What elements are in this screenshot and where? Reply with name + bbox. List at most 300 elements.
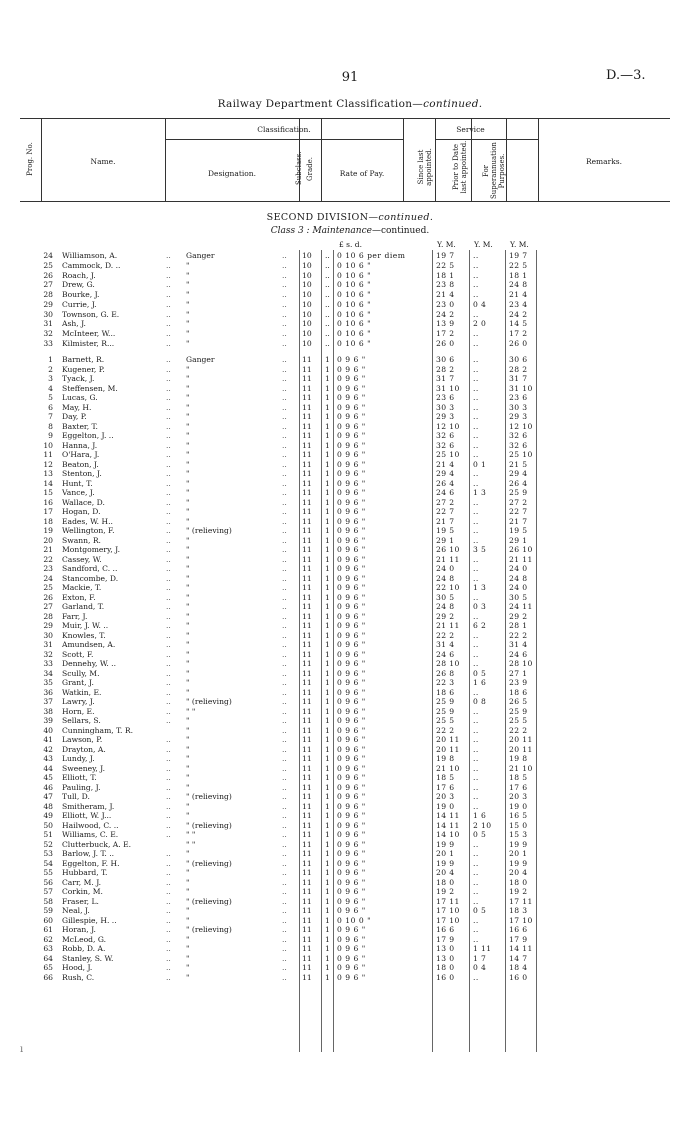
cell-d2: .. [282,431,287,440]
cell-d1: .. [166,280,171,290]
cell-d2: .. [282,811,287,820]
cell-desig: " (relieving) [186,896,232,906]
cell-grade: 1 [325,782,330,792]
cell-desig: " [186,374,190,383]
cell-no: 31 [43,640,53,649]
cell-super: 31 10 [509,383,533,393]
cell-rate: 0 9 6 " [337,849,366,858]
table-row [0,783,700,793]
cell-sub: 11 [302,953,312,963]
cell-no: 17 [43,507,53,516]
cell-grade: 1 [325,915,330,925]
cell-name: Kugener, P. [62,364,105,374]
cell-grade: 1 [325,393,330,402]
cell-super: 12 10 [509,421,533,431]
cell-super: 14 7 [509,953,528,963]
cell-d1: .. [166,393,171,402]
cell-since: 26 8 [436,668,455,678]
cell-since: 29 4 [436,469,455,478]
table-row [0,859,700,869]
cell-desig: " [186,944,190,953]
table-row [0,545,700,555]
cell-prior: .. [473,497,479,507]
document-reference: D.—3. [606,68,646,83]
cell-desig: " [186,459,190,469]
cell-d1: .. [166,877,171,887]
cell-name: Knowles, T. [62,630,106,640]
cell-rate: 0 9 6 " [337,934,366,944]
cell-prior: .. [473,564,479,573]
cell-sub: 10 [302,290,312,299]
table-row [0,821,700,831]
cell-super: 24 0 [509,583,528,592]
cell-rate: 0 10 6 " [337,309,372,319]
cell-d2: .. [282,469,287,478]
cell-since: 25 5 [436,716,455,725]
cell-since: 19 2 [436,887,455,896]
cell-no: 41 [43,735,53,744]
cell-desig: " [186,640,190,649]
cell-d2: .. [282,944,287,953]
cell-prior: 0 4 [473,299,487,309]
cell-since: 29 3 [436,412,455,421]
cell-d1: .. [166,412,171,421]
cell-grade: 1 [325,564,330,573]
cell-name: Wallace, D. [62,497,105,507]
cell-no: 44 [43,763,53,773]
cell-d2: .. [282,488,287,497]
cell-d1: .. [166,830,171,839]
cell-super: 27 2 [509,497,528,507]
cell-prior: .. [473,478,479,488]
cell-name: McLeod, G. [62,934,107,944]
cell-no: 57 [43,887,53,896]
cell-name: Stenton, J. [62,469,102,478]
cell-prior: .. [473,364,479,374]
table-row [0,329,700,339]
cell-grade: 1 [325,972,330,982]
cell-name: Lundy, J. [62,754,95,763]
cell-desig: " [186,687,190,697]
table-row [0,659,700,669]
cell-sub: 11 [302,602,312,611]
cell-prior: .. [473,706,479,716]
cell-prior: .. [473,858,479,868]
cell-d2: .. [282,459,287,469]
cell-super: 16 6 [509,925,528,934]
cell-no: 28 [43,611,53,621]
table-row [0,280,700,290]
cell-since: 26 4 [436,478,455,488]
cell-no: 2 [48,364,53,374]
cell-no: 47 [43,792,53,801]
cell-sub: 11 [302,592,312,602]
table-row [0,650,700,660]
cell-no: 19 [43,526,53,535]
cell-prior: .. [473,440,479,450]
cell-rate: 0 10 0 " [337,915,372,925]
cell-grade: 1 [325,858,330,868]
cell-rate: 0 9 6 " [337,507,366,516]
cell-d2: .. [282,697,287,706]
cell-grade: 1 [325,355,330,364]
cell-d1: .. [166,355,171,364]
cell-d1: .. [166,319,171,329]
table-row [0,792,700,802]
cell-sub: 11 [302,459,312,469]
table-row [0,773,700,783]
cell-sub: 10 [302,338,312,348]
division-continued: continued. [378,212,434,223]
table-row [0,261,700,271]
cell-grade: 1 [325,374,330,383]
cell-d1: .. [166,972,171,982]
table-row [0,887,700,897]
cell-grade: .. [325,270,330,280]
cell-d2: .. [282,564,287,573]
cell-rate: 0 10 6 " [337,290,372,299]
cell-sub: 11 [302,801,312,811]
cell-d2: .. [282,545,287,554]
cell-sub: 11 [302,754,312,763]
cell-d2: .. [282,602,287,611]
table-row [0,450,700,460]
cell-rate: 0 9 6 " [337,754,366,763]
header-prog-no: Prog. No. [26,142,34,176]
cell-grade: 1 [325,383,330,393]
table-row [0,583,700,593]
cell-d1: .. [166,364,171,374]
cell-desig: " [186,725,190,735]
table-row [0,840,700,850]
cell-grade: 1 [325,412,330,421]
cell-grade: .. [325,338,330,348]
cell-name: Eades, W. H.. [62,516,113,526]
cell-desig: " [186,564,190,573]
division-name: SECOND DIVISION— [266,212,379,223]
cell-since: 19 8 [436,754,455,763]
cell-name: Scott, F. [62,649,94,659]
cell-d1: .. [166,592,171,602]
cell-no: 12 [43,459,53,469]
cell-sub: 11 [302,516,312,526]
cell-since: 24 2 [436,309,455,319]
cell-rate: 0 9 6 " [337,459,366,469]
cell-desig: " [186,744,190,754]
cell-grade: 1 [325,421,330,431]
cell-prior: .. [473,280,479,290]
cell-sub: 11 [302,440,312,450]
cell-d1: .. [166,507,171,516]
cell-no: 29 [43,621,53,630]
table-row [0,973,700,983]
cell-name: Steffensen, M. [62,383,118,393]
cell-d2: .. [282,260,287,270]
cell-no: 3 [48,374,53,383]
cell-name: Gillespie, H. .. [62,915,117,925]
cell-d1: .. [166,640,171,649]
cell-since: 22 5 [436,260,455,270]
cell-d1: .. [166,478,171,488]
cell-desig: " (relieving) [186,820,232,830]
cell-prior: 2 10 [473,820,492,830]
cell-d2: .. [282,393,287,402]
cell-sub: 11 [302,659,312,668]
cell-no: 43 [43,754,53,763]
cell-prior: .. [473,402,479,412]
cell-since: 21 10 [436,763,460,773]
cell-name: Stanley, S. W. [62,953,114,963]
header-prior-to-date: Prior to Date last appointed. [452,140,468,194]
cell-sub: 11 [302,630,312,640]
cell-name: McInteer, W... [62,329,116,338]
cell-name: Mackie, T. [62,583,102,592]
cell-since: 32 6 [436,440,455,450]
cell-d1: .. [166,763,171,773]
cell-super: 17 11 [509,896,533,906]
page-number: 91 [341,70,359,85]
cell-sub: 11 [302,963,312,972]
cell-since: 18 5 [436,773,455,782]
cell-rate: 0 9 6 " [337,602,366,611]
cell-since: 24 8 [436,602,455,611]
cell-prior: .. [473,374,479,383]
cell-rate: 0 9 6 " [337,383,366,393]
table-row [0,602,700,612]
header-service: Service [456,125,485,134]
cell-sub: 10 [302,251,312,260]
class-continued: —continued. [371,226,430,236]
cell-super: 16 5 [509,811,528,820]
cell-desig: " [186,535,190,545]
cell-prior: .. [473,687,479,697]
cell-sub: 11 [302,839,312,849]
cell-no: 30 [43,630,53,640]
cell-super: 19 8 [509,754,528,763]
cell-since: 19 9 [436,858,455,868]
since-units: Y. M. [437,240,456,249]
class-label: Class 3 : [270,226,313,236]
cell-super: 20 11 [509,744,533,754]
cell-prior: .. [473,592,479,602]
cell-no: 54 [43,858,53,868]
cell-prior: .. [473,763,479,773]
cell-since: 22 2 [436,725,455,735]
cell-name: Cammock, D. .. [62,260,121,270]
cell-super: 31 4 [509,640,528,649]
table-row [0,669,700,679]
cell-desig: " [186,887,190,896]
cell-since: 25 9 [436,706,455,716]
cell-prior: .. [473,782,479,792]
cell-prior: .. [473,355,479,364]
cell-name: Eggelton, J. .. [62,431,114,440]
cell-grade: 1 [325,754,330,763]
cell-since: 22 10 [436,583,460,592]
cell-desig: " [186,716,190,725]
cell-desig: " [186,573,190,583]
cell-desig: " [186,516,190,526]
cell-desig: " [186,402,190,412]
header-designation: Designation. [208,169,256,178]
cell-no: 27 [43,280,53,290]
cell-no: 65 [43,963,53,972]
cell-rate: 0 9 6 " [337,649,366,659]
cell-no: 25 [43,260,53,270]
cell-d1: .. [166,450,171,459]
cell-name: Hunt, T. [62,478,93,488]
table-row [0,422,700,432]
cell-since: 18 6 [436,687,455,697]
cell-name: Townson, G. E. [62,309,120,319]
table-row [0,678,700,688]
cell-prior: 0 5 [473,668,487,678]
cell-rate: 0 9 6 " [337,773,366,782]
cell-desig: " (relieving) [186,858,232,868]
cell-name: Currie, J. [62,299,97,309]
cell-no: 48 [43,801,53,811]
cell-name: Clutterbuck, A. E. [62,839,132,849]
cell-prior: .. [473,773,479,782]
cell-grade: 1 [325,963,330,972]
cell-sub: 11 [302,877,312,887]
cell-super: 18 0 [509,877,528,887]
cell-d2: .. [282,497,287,507]
cell-name: Vance, J. [62,488,95,497]
cell-rate: 0 10 6 " [337,299,372,309]
cell-desig: " [186,299,190,309]
cell-super: 15 0 [509,820,528,830]
cell-sub: 11 [302,469,312,478]
cell-prior: 1 6 [473,678,487,687]
cell-d2: .. [282,640,287,649]
cell-grade: 1 [325,611,330,621]
cell-d2: .. [282,972,287,982]
cell-sub: 11 [302,849,312,858]
cell-sub: 11 [302,374,312,383]
cell-d1: .. [166,915,171,925]
cell-grade: 1 [325,830,330,839]
cell-super: 28 1 [509,621,528,630]
cell-d2: .. [282,338,287,348]
cell-sub: 11 [302,412,312,421]
cell-grade: 1 [325,763,330,773]
cell-desig: " [186,735,190,744]
cell-d1: .. [166,773,171,782]
cell-rate: 0 9 6 " [337,393,366,402]
cell-grade: .. [325,299,330,309]
table-row [0,339,700,349]
cell-d2: .. [282,839,287,849]
cell-prior: .. [473,972,479,982]
cell-rate: 0 9 6 " [337,944,366,953]
cell-prior: .. [473,725,479,735]
cell-d2: .. [282,573,287,583]
cell-rate: 0 9 6 " [337,412,366,421]
cell-since: 13 0 [436,953,455,963]
cell-no: 50 [43,820,53,830]
cell-sub: 11 [302,402,312,412]
cell-since: 13 9 [436,319,455,329]
cell-sub: 11 [302,687,312,697]
cell-rate: 0 9 6 " [337,488,366,497]
cell-prior: .. [473,640,479,649]
cell-prior: .. [473,526,479,535]
cell-grade: 1 [325,526,330,535]
cell-desig: " [186,497,190,507]
cell-super: 24 11 [509,602,533,611]
cell-sub: 11 [302,383,312,393]
cell-rate: 0 9 6 " [337,640,366,649]
cell-sub: 11 [302,782,312,792]
cell-d2: .. [282,963,287,972]
cell-no: 66 [43,972,53,982]
table-row [0,574,700,584]
cell-no: 26 [43,592,53,602]
cell-name: Lawry, J. [62,697,95,706]
cell-d2: .. [282,611,287,621]
cell-rate: 0 9 6 " [337,621,366,630]
cell-grade: 1 [325,583,330,592]
cell-super: 27 1 [509,668,528,678]
cell-prior: .. [473,659,479,668]
cell-super: 26 5 [509,697,528,706]
table-row [0,878,700,888]
cell-desig: " [186,478,190,488]
cell-desig: " [186,659,190,668]
cell-grade: .. [325,309,330,319]
table-row [0,830,700,840]
cell-prior: 1 3 [473,488,487,497]
cell-d2: .. [282,402,287,412]
cell-name: Horn, E. [62,706,95,716]
cell-since: 20 11 [436,735,460,744]
cell-rate: 0 10 6 " [337,280,372,290]
cell-no: 24 [43,251,53,260]
cell-grade: 1 [325,953,330,963]
cell-desig: " [186,431,190,440]
cell-grade: 1 [325,535,330,545]
cell-name: Hailwood, C. .. [62,820,119,830]
cell-desig: " [186,309,190,319]
cell-super: 20 4 [509,868,528,877]
cell-grade: 1 [325,440,330,450]
cell-since: 17 6 [436,782,455,792]
cell-rate: 0 9 6 " [337,697,366,706]
table-row [0,460,700,470]
cell-d2: .. [282,678,287,687]
cell-d2: .. [282,421,287,431]
cell-no: 33 [43,338,53,348]
cell-grade: 1 [325,801,330,811]
cell-super: 22 2 [509,725,528,735]
cell-rate: 0 9 6 " [337,630,366,640]
cell-prior: .. [473,716,479,725]
cell-no: 28 [43,290,53,299]
cell-since: 14 10 [436,830,460,839]
cell-sub: 11 [302,450,312,459]
cell-d1: .. [166,497,171,507]
cell-d1: .. [166,299,171,309]
cell-no: 52 [43,839,53,849]
cell-desig: " [186,649,190,659]
class-name: Maintenance [312,226,372,236]
cell-desig: " [186,290,190,299]
cell-grade: 1 [325,545,330,554]
cell-desig: " [186,678,190,687]
cell-super: 17 9 [509,934,528,944]
cell-since: 16 6 [436,925,455,934]
